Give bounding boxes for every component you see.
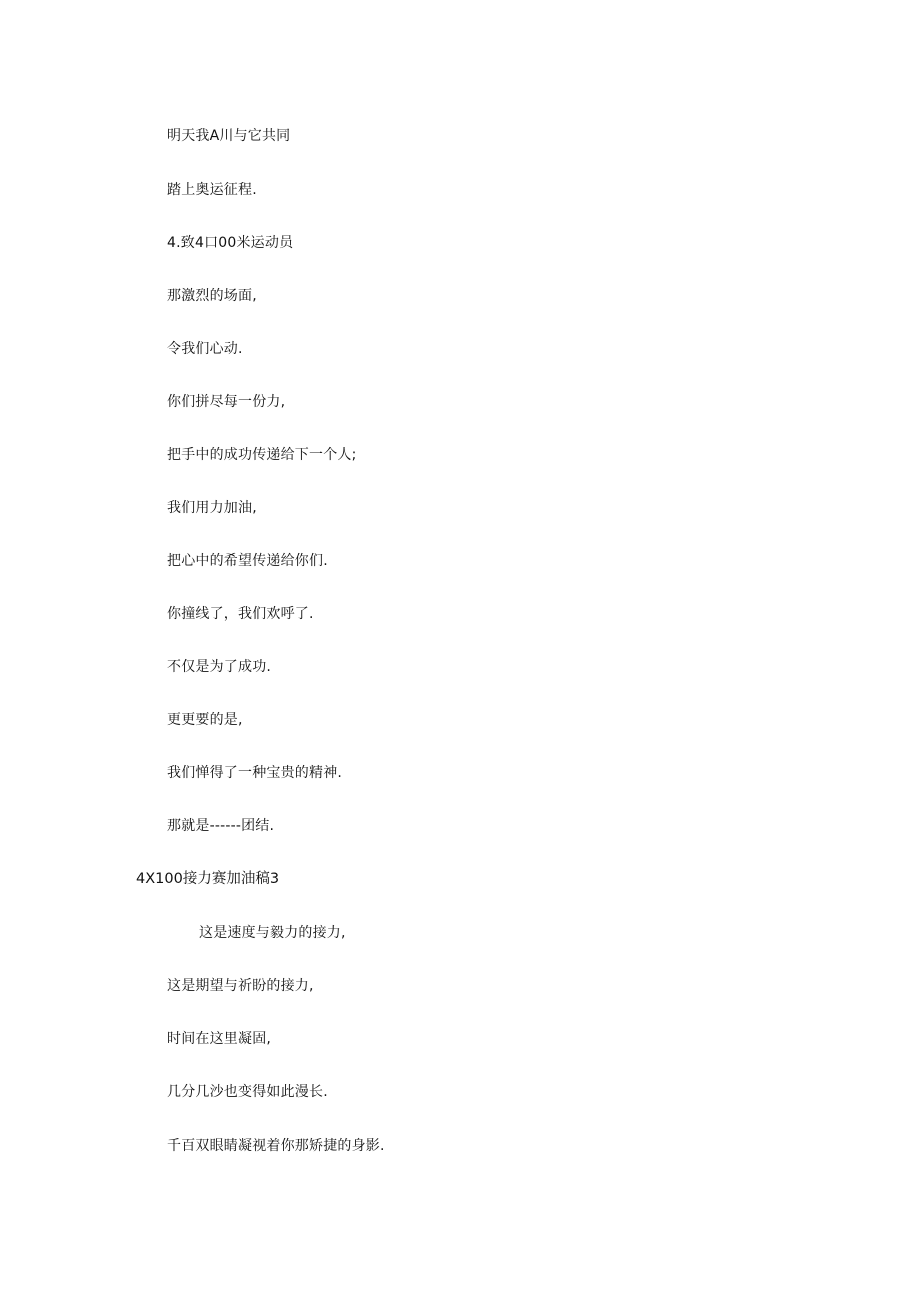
text-line: 令我们心动.	[167, 341, 243, 357]
text-line: 踏上奥运征程.	[167, 182, 257, 198]
text-line: 你们拼尽每一份力,	[167, 394, 286, 410]
text-line: 4.致4口00米运动员	[167, 235, 294, 251]
text-line: 更更要的是,	[167, 712, 243, 728]
text-line: 明天我A川与它共同	[167, 128, 291, 144]
text-line: 把手中的成功传递给下一个人;	[167, 447, 357, 463]
section-heading: 4X100接力赛加油稿3	[136, 871, 280, 887]
text-line: 几分几沙也变得如此漫长.	[167, 1084, 328, 1100]
text-line: 我们用力加油,	[167, 500, 257, 516]
text-line: 你撞线了，我们欢呼了.	[167, 606, 314, 622]
text-line: 那激烈的场面,	[167, 288, 257, 304]
text-line: 这是速度与毅力的接力,	[199, 925, 346, 941]
text-line: 不仅是为了成功.	[167, 659, 272, 675]
text-line: 时间在这里凝固,	[167, 1031, 272, 1047]
text-line: 我们惮得了一种宝贵的精神.	[167, 765, 343, 781]
text-line: 那就是------团结.	[167, 818, 275, 834]
text-line: 把心中的希望传递给你们.	[167, 553, 328, 569]
text-line: 千百双眼睛凝视着你那矫捷的身影.	[167, 1138, 385, 1154]
text-line: 这是期望与祈盼的接力,	[167, 978, 314, 994]
